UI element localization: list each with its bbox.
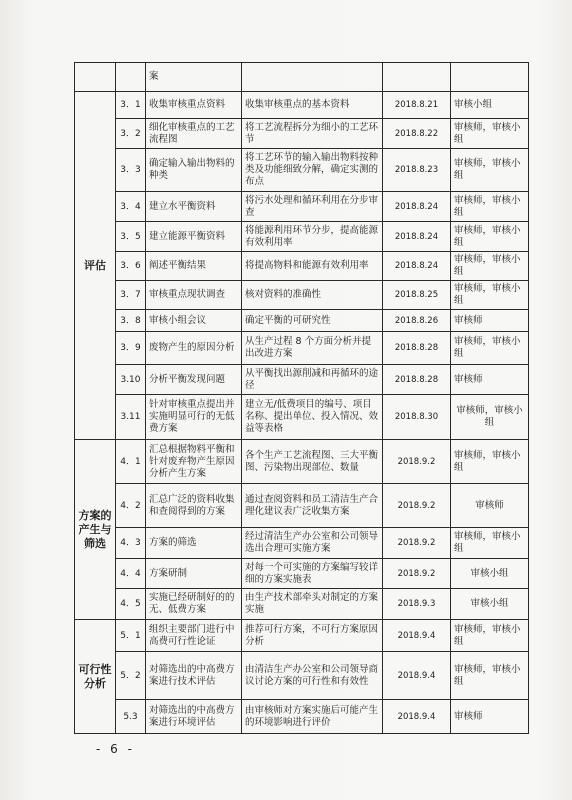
goal-cell: 由清洁生产办公室和公司领导商议讨论方案的可行性和有效性 <box>242 652 383 700</box>
row-number: 3．9 <box>116 332 146 365</box>
date-cell: 2018.9.2 <box>383 559 451 589</box>
task-cell: 汇总根据物料平衡和针对废弃物产生原因分析产生方案 <box>146 440 242 484</box>
task-cell: 审核重点现状调查 <box>146 281 242 310</box>
goal-cell: 核对资料的准确性 <box>242 281 383 310</box>
row-number: 3．1 <box>116 92 146 119</box>
task-cell: 案 <box>146 63 242 92</box>
audit-schedule-table <box>74 62 529 734</box>
owner-cell: 审核师，审核小组 <box>451 652 529 700</box>
row-number: 5．2 <box>116 652 146 700</box>
table-row <box>75 589 529 620</box>
row-number: 3．6 <box>116 252 146 281</box>
task-cell: 方案研制 <box>146 559 242 589</box>
goal-cell: 将工艺流程拆分为细小的工艺环节 <box>242 119 383 149</box>
date-cell: 2018.9.4 <box>383 700 451 734</box>
table-row <box>75 365 529 395</box>
table-row <box>75 440 529 484</box>
goal-cell: 收集审核重点的基本资料 <box>242 92 383 119</box>
goal-cell: 各个生产工艺流程图、三大平衡图、污染物出现部位、数量 <box>242 440 383 484</box>
row-number: 3.11 <box>116 395 146 440</box>
owner-cell: 审核师，审核小组 <box>451 332 529 365</box>
phase-cell: 方案的产生与筛选 <box>75 440 116 620</box>
row-number: 3．8 <box>116 310 146 332</box>
row-number <box>116 63 146 92</box>
owner-cell: 审核师，审核小组 <box>451 620 529 652</box>
goal-cell: 确定平衡的可研究性 <box>242 310 383 332</box>
phase-cell: 评估 <box>75 92 116 440</box>
table-row <box>75 528 529 559</box>
task-cell: 收集审核重点资料 <box>146 92 242 119</box>
table-row <box>75 332 529 365</box>
date-cell: 2018.9.2 <box>383 528 451 559</box>
task-cell: 实施已经研制好的的无、低费方案 <box>146 589 242 620</box>
task-cell: 阐述平衡结果 <box>146 252 242 281</box>
owner-cell <box>451 63 529 92</box>
row-number: 5．1 <box>116 620 146 652</box>
owner-cell: 审核师，审核小组 <box>451 252 529 281</box>
goal-cell: 推荐可行方案，不可行方案原因分析 <box>242 620 383 652</box>
goal-cell: 将提高物料和能源有效利用率 <box>242 252 383 281</box>
owner-cell: 审核师 <box>451 365 529 395</box>
date-cell: 2018.8.28 <box>383 365 451 395</box>
goal-cell: 经过清洁生产办公室和公司领导选出合理可实施方案 <box>242 528 383 559</box>
task-cell: 确定输入输出物料的种类 <box>146 149 242 192</box>
owner-cell: 审核小组 <box>451 92 529 119</box>
row-number: 3．3 <box>116 149 146 192</box>
owner-cell: 审核师，审核小组 <box>451 395 529 440</box>
row-number: 5.3 <box>116 700 146 734</box>
date-cell: 2018.8.25 <box>383 281 451 310</box>
date-cell: 2018.8.26 <box>383 310 451 332</box>
table-row <box>75 281 529 310</box>
task-cell: 分析平衡发现问题 <box>146 365 242 395</box>
owner-cell: 审核师 <box>451 484 529 528</box>
task-cell: 细化审核重点的工艺流程图 <box>146 119 242 149</box>
table-row <box>75 395 529 440</box>
task-cell: 对筛选出的中高费方案进行技术评估 <box>146 652 242 700</box>
owner-cell: 审核师，审核小组 <box>451 149 529 192</box>
task-cell: 汇总广泛的资料收集和查阅得到的方案 <box>146 484 242 528</box>
table-row <box>75 620 529 652</box>
row-number: 4．3 <box>116 528 146 559</box>
goal-cell: 通过查阅资料和员工清洁生产合理化建议表广泛收集方案 <box>242 484 383 528</box>
table-row <box>75 119 529 149</box>
row-number: 4．1 <box>116 440 146 484</box>
goal-cell: 将能源利用环节分步，提高能源有效利用率 <box>242 222 383 252</box>
task-cell: 建立能源平衡资料 <box>146 222 242 252</box>
date-cell: 2018.8.24 <box>383 252 451 281</box>
date-cell: 2018.8.22 <box>383 119 451 149</box>
date-cell <box>383 63 451 92</box>
date-cell: 2018.8.30 <box>383 395 451 440</box>
date-cell: 2018.9.2 <box>383 440 451 484</box>
date-cell: 2018.8.23 <box>383 149 451 192</box>
date-cell: 2018.9.4 <box>383 620 451 652</box>
owner-cell: 审核师，审核小组 <box>451 192 529 222</box>
goal-cell: 由生产技术部牵头对制定的方案实施 <box>242 589 383 620</box>
phase-cell-empty <box>75 63 116 92</box>
owner-cell: 审核师，审核小组 <box>451 528 529 559</box>
table-row <box>75 192 529 222</box>
owner-cell: 审核师，审核小组 <box>451 440 529 484</box>
goal-cell: 由审核师对方案实施后可能产生的环境影响进行评价 <box>242 700 383 734</box>
row-number: 3．7 <box>116 281 146 310</box>
task-cell: 废物产生的原因分析 <box>146 332 242 365</box>
owner-cell: 审核小组 <box>451 559 529 589</box>
date-cell: 2018.8.28 <box>383 332 451 365</box>
owner-cell: 审核师，审核小组 <box>451 281 529 310</box>
table-row <box>75 149 529 192</box>
table-row <box>75 252 529 281</box>
goal-cell: 将污水处理和循环利用在分步审查 <box>242 192 383 222</box>
date-cell: 2018.8.24 <box>383 192 451 222</box>
table-row <box>75 222 529 252</box>
table-row <box>75 310 529 332</box>
date-cell: 2018.9.2 <box>383 484 451 528</box>
table-row <box>75 559 529 589</box>
page-number: - 6 - <box>96 742 135 756</box>
owner-cell: 审核师 <box>451 310 529 332</box>
owner-cell: 审核师 <box>451 700 529 734</box>
task-cell: 对筛选出的中高费方案进行环境评估 <box>146 700 242 734</box>
goal-cell: 从平衡找出源削减和再循环的途径 <box>242 365 383 395</box>
goal-cell <box>242 63 383 92</box>
row-number: 3．2 <box>116 119 146 149</box>
date-cell: 2018.9.4 <box>383 652 451 700</box>
date-cell: 2018.9.3 <box>383 589 451 620</box>
date-cell: 2018.8.24 <box>383 222 451 252</box>
owner-cell: 审核师，审核小组 <box>451 119 529 149</box>
owner-cell: 审核小组 <box>451 589 529 620</box>
goal-cell: 将工艺环节的输入输出物料按种类及功能细致分解，确定实测的布点 <box>242 149 383 192</box>
row-number: 3．5 <box>116 222 146 252</box>
task-cell: 组织主要部门进行中高费可行性论证 <box>146 620 242 652</box>
row-number: 4．5 <box>116 589 146 620</box>
owner-cell: 审核师，审核小组 <box>451 222 529 252</box>
date-cell: 2018.8.21 <box>383 92 451 119</box>
task-cell: 审核小组会议 <box>146 310 242 332</box>
task-cell: 针对审核重点提出并实施明显可行的无低费方案 <box>146 395 242 440</box>
task-cell: 建立水平衡资料 <box>146 192 242 222</box>
table-row <box>75 63 529 92</box>
row-number: 4．4 <box>116 559 146 589</box>
goal-cell: 对每一个可实施的方案编写较详细的方案实施表 <box>242 559 383 589</box>
table-row <box>75 700 529 734</box>
row-number: 4．2 <box>116 484 146 528</box>
phase-cell: 可行性分析 <box>75 620 116 734</box>
row-number: 3.10 <box>116 365 146 395</box>
table-row <box>75 92 529 119</box>
goal-cell: 从生产过程 8 个方面分析并提出改进方案 <box>242 332 383 365</box>
task-cell: 方案的筛选 <box>146 528 242 559</box>
row-number: 3．4 <box>116 192 146 222</box>
goal-cell: 建立无/低费项目的编号、项目名称、提出单位、投入情况、效益等表格 <box>242 395 383 440</box>
table-row <box>75 484 529 528</box>
table-row <box>75 652 529 700</box>
